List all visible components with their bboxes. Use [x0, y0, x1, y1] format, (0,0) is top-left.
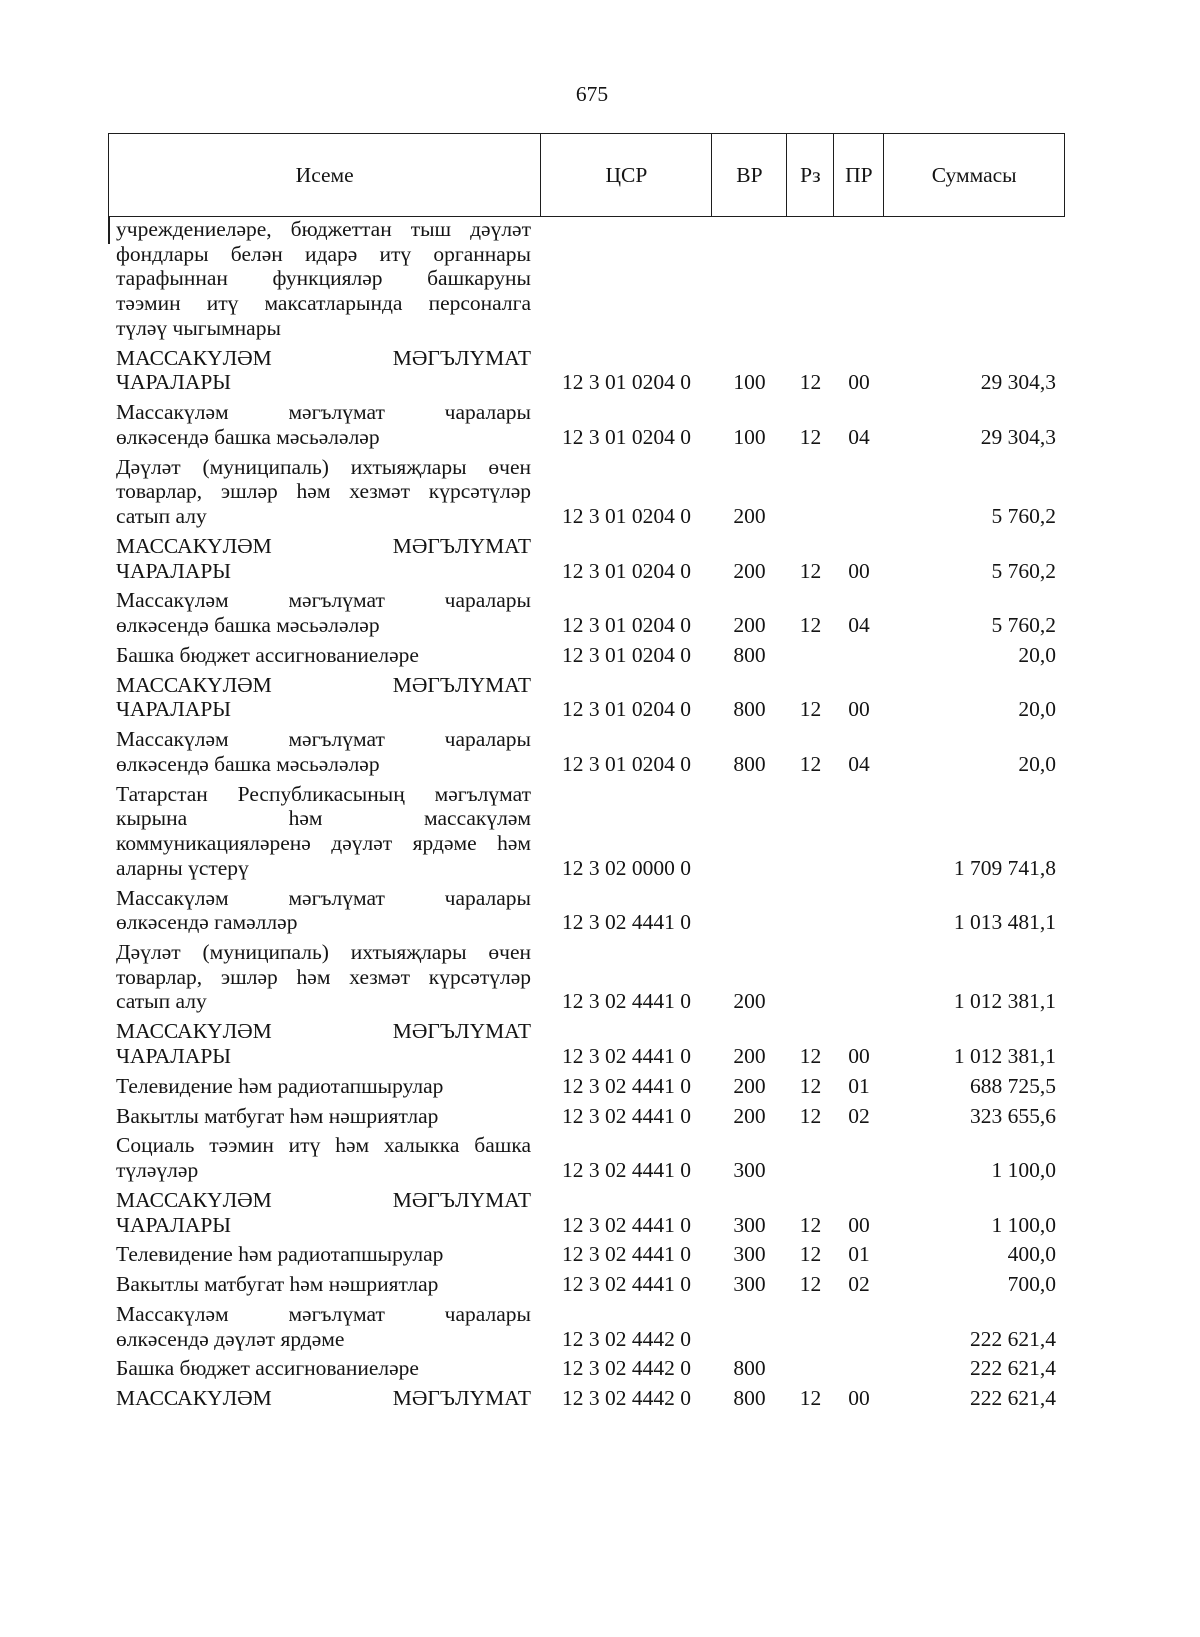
cell-csr: 12 3 02 4442 0	[562, 1386, 691, 1411]
cell-csr: 12 3 01 0204 0	[562, 504, 691, 529]
cell-vr: 800	[733, 1386, 766, 1411]
cell-rz: 12	[799, 370, 822, 395]
column-header-pr: ПР	[833, 134, 883, 216]
cell-sum: 1 013 481,1	[953, 910, 1056, 935]
cell-pr: 02	[848, 1272, 870, 1297]
cell-csr: 12 3 02 4441 0	[562, 1073, 691, 1098]
cell-rz: 12	[799, 424, 822, 449]
cell-pr: 04	[848, 424, 870, 449]
row-name-line: өлкәсендә башка мәсьәләләр	[116, 424, 380, 449]
table-row	[108, 1386, 1065, 1411]
cell-sum: 700,0	[1007, 1272, 1056, 1297]
row-name-line: Вакытлы матбугат һәм нәшриятлар	[116, 1103, 439, 1128]
row-name-line: коммуникацияләренә дәүләт ярдәме һәм	[116, 831, 531, 856]
row-name-line: Башка бюджет ассигнованиеләре	[116, 642, 419, 667]
cell-rz: 12	[799, 558, 822, 583]
cell-csr: 12 3 02 4441 0	[562, 989, 691, 1014]
row-name-line: Телевидение һәм радиотапшырулар	[116, 1242, 444, 1267]
row-name	[108, 534, 541, 583]
cell-vr: 200	[733, 1043, 766, 1068]
row-name-line: ЧАРАЛАРЫ	[116, 558, 232, 583]
row-name	[108, 727, 541, 776]
column-header-name: Исеме	[295, 162, 354, 187]
row-name-line: фондлары белән идарә итү органнары	[116, 241, 531, 266]
row-name	[108, 1133, 541, 1182]
row-name	[108, 782, 541, 881]
cell-sum: 1 012 381,1	[953, 1043, 1056, 1068]
cell-csr: 12 3 02 4442 0	[562, 1356, 691, 1381]
cell-rz: 12	[799, 1212, 822, 1237]
row-name-line: Массакүләм мәгълүмат чаралары	[116, 400, 531, 425]
row-name-line: ЧАРАЛАРЫ	[116, 1212, 232, 1237]
cell-rz: 12	[799, 1103, 822, 1128]
cell-vr: 800	[733, 1356, 766, 1381]
row-name-line: аларны үстерү	[116, 855, 249, 880]
row-name-line: сатып алу	[116, 504, 207, 529]
row-name	[108, 643, 541, 668]
row-name	[108, 217, 541, 341]
page-number: 675	[575, 82, 609, 106]
table-row	[108, 1272, 1065, 1297]
row-name-line: Телевидение һәм радиотапшырулар	[116, 1073, 444, 1098]
table-row	[108, 534, 1065, 583]
cell-sum: 1 100,0	[991, 1212, 1056, 1237]
row-name-line: МАССАКҮЛӘМ МӘГЪЛҮМАТ	[116, 345, 531, 370]
table-row	[108, 886, 1065, 935]
cell-pr: 00	[848, 1043, 870, 1068]
table-row	[108, 940, 1065, 1014]
cell-csr: 12 3 02 4441 0	[562, 1043, 691, 1068]
row-name-line: тарафыннан функцияләр башкаруны	[116, 266, 531, 291]
cell-vr: 200	[733, 989, 766, 1014]
table-header	[108, 133, 1065, 217]
cell-vr: 300	[733, 1212, 766, 1237]
row-name-line: Массакүләм мәгълүмат чаралары	[116, 885, 531, 910]
cell-csr: 12 3 01 0204 0	[562, 424, 691, 449]
cell-sum: 29 304,3	[980, 424, 1056, 449]
cell-sum: 5 760,2	[991, 558, 1056, 583]
row-name-line: өлкәсендә башка мәсьәләләр	[116, 751, 380, 776]
table-row	[108, 455, 1065, 529]
table-row	[108, 727, 1065, 776]
cell-pr: 01	[848, 1073, 870, 1098]
row-name-line: ЧАРАЛАРЫ	[116, 370, 232, 395]
table-row	[108, 400, 1065, 449]
table-row	[108, 1104, 1065, 1129]
row-name-line: товарлар, эшләр һәм хезмәт күрсәтүләр	[116, 479, 531, 504]
cell-vr: 200	[733, 504, 766, 529]
cell-pr: 02	[848, 1103, 870, 1128]
cell-sum: 688 725,5	[970, 1073, 1056, 1098]
row-name-line: Башка бюджет ассигнованиеләре	[116, 1356, 419, 1381]
cell-vr: 200	[733, 1073, 766, 1098]
table-row	[108, 1019, 1065, 1068]
row-name-line: өлкәсендә гамәлләр	[116, 910, 298, 935]
cell-rz: 12	[799, 751, 822, 776]
row-name	[108, 1272, 541, 1297]
cell-sum: 400,0	[1007, 1242, 1056, 1267]
cell-rz: 12	[799, 1242, 822, 1267]
row-name-line: МАССАКҮЛӘМ МӘГЪЛҮМАТ	[116, 672, 531, 697]
cell-pr: 00	[848, 370, 870, 395]
cell-csr: 12 3 02 4441 0	[562, 1212, 691, 1237]
row-name	[108, 673, 541, 722]
table-row	[108, 588, 1065, 637]
cell-sum: 5 760,2	[991, 504, 1056, 529]
cell-vr: 200	[733, 613, 766, 638]
cell-sum: 222 621,4	[970, 1386, 1056, 1411]
cell-rz: 12	[799, 613, 822, 638]
cell-csr: 12 3 01 0204 0	[562, 370, 691, 395]
table-row	[108, 1356, 1065, 1381]
row-name-line: МАССАКҮЛӘМ МӘГЪЛҮМАТ	[116, 1386, 531, 1411]
row-name	[108, 886, 541, 935]
cell-vr: 300	[733, 1158, 766, 1183]
row-name-line: өлкәсендә башка мәсьәләләр	[116, 613, 380, 638]
row-name-line: Вакытлы матбугат һәм нәшриятлар	[116, 1272, 439, 1297]
cell-sum: 5 760,2	[991, 613, 1056, 638]
row-name-line: Татарстан Республикасының мәгълүмат	[116, 781, 531, 806]
cell-csr: 12 3 01 0204 0	[562, 613, 691, 638]
row-name	[108, 1188, 541, 1237]
cell-vr: 800	[733, 751, 766, 776]
row-name	[108, 940, 541, 1014]
cell-sum: 1 012 381,1	[953, 989, 1056, 1014]
column-header-vr: ВР	[711, 134, 786, 216]
cell-csr: 12 3 02 4441 0	[562, 1242, 691, 1267]
table-row	[108, 673, 1065, 722]
cell-sum: 20,0	[1018, 642, 1056, 667]
row-name-line: тәэмин итү максатларында персоналга	[116, 291, 531, 316]
table-row	[108, 1188, 1065, 1237]
cell-vr: 200	[733, 1103, 766, 1128]
cell-sum: 20,0	[1018, 751, 1056, 776]
row-name-line: МАССАКҮЛӘМ МӘГЪЛҮМАТ	[116, 1187, 531, 1212]
cell-pr: 00	[848, 1386, 870, 1411]
cell-vr: 100	[733, 424, 766, 449]
column-header-csr: ЦСР	[540, 134, 711, 216]
cell-vr: 800	[733, 697, 766, 722]
cell-csr: 12 3 02 4441 0	[562, 1103, 691, 1128]
cell-sum: 222 621,4	[970, 1356, 1056, 1381]
cell-pr: 04	[848, 751, 870, 776]
cell-sum: 20,0	[1018, 697, 1056, 722]
cell-pr: 00	[848, 697, 870, 722]
row-name	[108, 1356, 541, 1381]
row-name	[108, 1386, 541, 1411]
cell-vr: 300	[733, 1242, 766, 1267]
row-name-line: Массакүләм мәгълүмат чаралары	[116, 588, 531, 613]
row-name-line: учреждениеләре, бюджеттан тыш дәүләт	[116, 217, 531, 241]
row-name-line: түләү чыгымнары	[116, 315, 281, 340]
cell-sum: 29 304,3	[980, 370, 1056, 395]
table-row	[108, 1302, 1065, 1351]
row-name-line: Дәүләт (муниципаль) ихтыяҗлары өчен	[116, 454, 531, 479]
table-row	[108, 1133, 1065, 1182]
cell-csr: 12 3 01 0204 0	[562, 751, 691, 776]
cell-csr: 12 3 02 4441 0	[562, 1158, 691, 1183]
cell-vr: 300	[733, 1272, 766, 1297]
cell-rz: 12	[799, 697, 822, 722]
cell-sum: 323 655,6	[970, 1103, 1056, 1128]
table-row	[108, 1074, 1065, 1099]
table-row	[108, 217, 1065, 341]
cell-csr: 12 3 02 4442 0	[562, 1326, 691, 1351]
row-name	[108, 1074, 541, 1099]
row-name-line: товарлар, эшләр һәм хезмәт күрсәтүләр	[116, 964, 531, 989]
row-name-line: Массакүләм мәгълүмат чаралары	[116, 727, 531, 752]
row-name	[108, 1242, 541, 1267]
table-body	[108, 217, 1065, 1411]
cell-csr: 12 3 02 4441 0	[562, 1272, 691, 1297]
row-name-line: ЧАРАЛАРЫ	[116, 697, 232, 722]
cell-sum: 222 621,4	[970, 1326, 1056, 1351]
cell-sum: 1 709 741,8	[953, 855, 1056, 880]
cell-csr: 12 3 01 0204 0	[562, 697, 691, 722]
column-header-rz: Рз	[786, 134, 833, 216]
row-name	[108, 588, 541, 637]
cell-vr: 800	[733, 642, 766, 667]
cell-csr: 12 3 01 0204 0	[562, 558, 691, 583]
row-name	[108, 1302, 541, 1351]
cell-pr: 00	[848, 558, 870, 583]
cell-sum: 1 100,0	[991, 1158, 1056, 1183]
cell-pr: 00	[848, 1212, 870, 1237]
table-row	[108, 346, 1065, 395]
cell-rz: 12	[799, 1272, 822, 1297]
table-row	[108, 643, 1065, 668]
cell-csr: 12 3 02 0000 0	[562, 855, 691, 880]
row-name-line: Массакүләм мәгълүмат чаралары	[116, 1301, 531, 1326]
column-header-sum: Суммасы	[883, 134, 1064, 216]
table-row	[108, 782, 1065, 881]
row-name-line: сатып алу	[116, 989, 207, 1014]
cell-csr: 12 3 02 4441 0	[562, 910, 691, 935]
row-name	[108, 346, 541, 395]
row-name	[108, 400, 541, 449]
cell-rz: 12	[799, 1386, 822, 1411]
cell-vr: 100	[733, 370, 766, 395]
row-name	[108, 1104, 541, 1129]
row-name-line: кырына һәм массакүләм	[116, 806, 531, 831]
row-name	[108, 1019, 541, 1068]
cell-pr: 04	[848, 613, 870, 638]
cell-rz: 12	[799, 1043, 822, 1068]
cell-rz: 12	[799, 1073, 822, 1098]
row-name-line: Дәүләт (муниципаль) ихтыяҗлары өчен	[116, 940, 531, 965]
row-name-line: түләүләр	[116, 1158, 199, 1183]
row-name-line: ЧАРАЛАРЫ	[116, 1043, 232, 1068]
cell-pr: 01	[848, 1242, 870, 1267]
table-row	[108, 1242, 1065, 1267]
cell-csr: 12 3 01 0204 0	[562, 642, 691, 667]
row-name-line: Социаль тәэмин итү һәм халыкка башка	[116, 1133, 531, 1158]
row-name-line: МАССАКҮЛӘМ МӘГЪЛҮМАТ	[116, 533, 531, 558]
row-name	[108, 455, 541, 529]
row-name-line: МАССАКҮЛӘМ МӘГЪЛҮМАТ	[116, 1019, 531, 1044]
row-name-line: өлкәсендә дәүләт ярдәме	[116, 1326, 345, 1351]
cell-vr: 200	[733, 558, 766, 583]
